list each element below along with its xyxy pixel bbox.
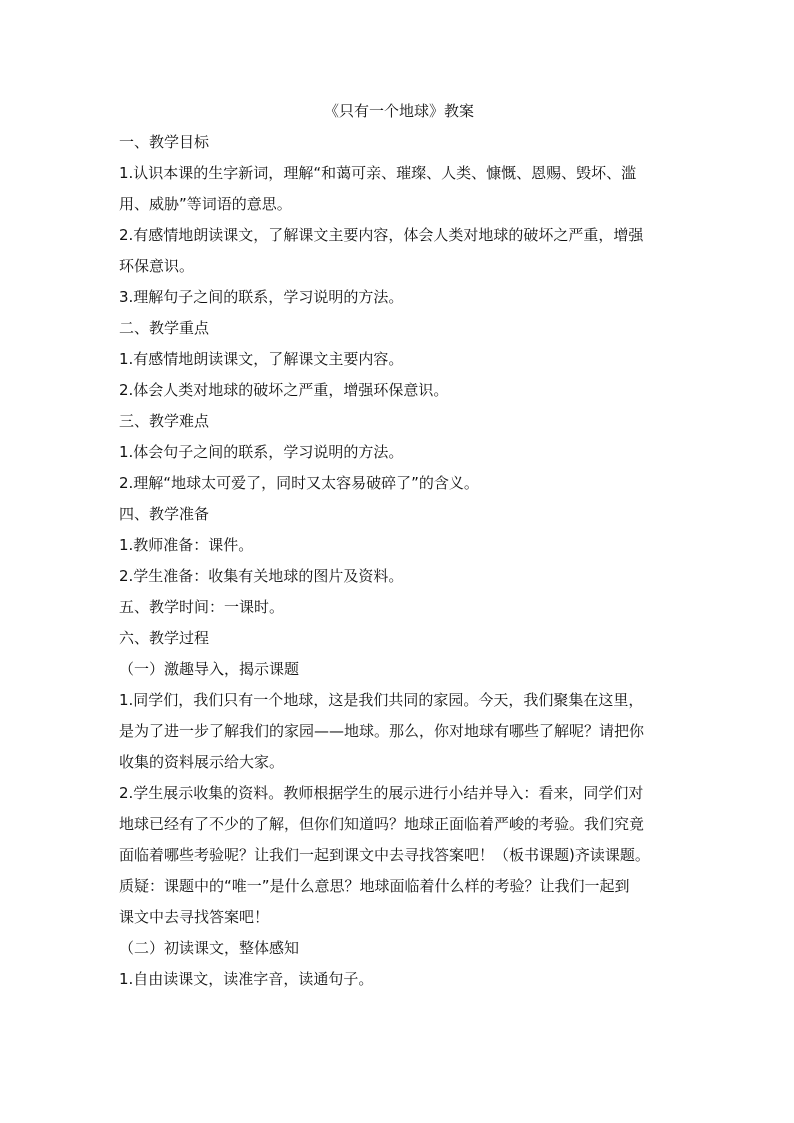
subsection-heading-first-reading: （二）初读课文，整体感知 — [119, 939, 300, 957]
paragraph-line: 3.理解句子之间的联系，学习说明的方法。 — [119, 288, 404, 306]
section-heading-preparation: 四、教学准备 — [119, 505, 210, 523]
paragraph-line: 用、威胁”等词语的意思。 — [119, 195, 292, 213]
paragraph-line: 1.同学们，我们只有一个地球，这是我们共同的家园。今天，我们聚集在这里， — [119, 691, 644, 709]
section-heading-key-points: 二、教学重点 — [119, 319, 210, 337]
paragraph-line: 1.自由读课文，读准字音，读通句子。 — [119, 970, 374, 988]
paragraph-line: 环保意识。 — [119, 257, 195, 275]
paragraph-line: 课文中去寻找答案吧！ — [119, 908, 270, 926]
section-heading-difficulties: 三、教学难点 — [119, 412, 210, 430]
section-heading-goals: 一、教学目标 — [119, 133, 210, 151]
paragraph-line: 质疑：课题中的“唯一”是什么意思？地球面临着什么样的考验？让我们一起到 — [119, 877, 630, 895]
subsection-heading-intro: （一）激趣导入，揭示课题 — [119, 660, 300, 678]
paragraph-line: 2.体会人类对地球的破坏之严重，增强环保意识。 — [119, 381, 449, 399]
paragraph-line: 面临着哪些考验呢？让我们一起到课文中去寻找答案吧！（板书课题)齐读课题。 — [119, 846, 650, 864]
paragraph-line: 1.教师准备：课件。 — [119, 536, 254, 554]
paragraph-line: 1.有感情地朗读课文，了解课文主要内容。 — [119, 350, 404, 368]
section-heading-time: 五、教学时间：一课时。 — [119, 598, 285, 616]
paragraph-line: 是为了进一步了解我们的家园——地球。那么，你对地球有哪些了解呢？请把你 — [119, 722, 645, 740]
paragraph-line: 2.有感情地朗读课文，了解课文主要内容，体会人类对地球的破坏之严重，增强 — [119, 226, 644, 244]
paragraph-line: 2.学生准备：收集有关地球的图片及资料。 — [119, 567, 404, 585]
paragraph-line: 收集的资料展示给大家。 — [119, 753, 285, 771]
paragraph-line: 地球已经有了不少的了解，但你们知道吗？地球正面临着严峻的考验。我们究竟 — [119, 815, 645, 833]
paragraph-line: 2.理解“地球太可爱了，同时又太容易破碎了”的含义。 — [119, 474, 479, 492]
section-heading-process: 六、教学过程 — [119, 629, 210, 647]
paragraph-line: 1.体会句子之间的联系，学习说明的方法。 — [119, 443, 404, 461]
paragraph-line: 1.认识本课的生字新词，理解“和蔼可亲、璀璨、人类、慷慨、恩赐、毁坏、滥 — [119, 164, 637, 182]
paragraph-line: 2.学生展示收集的资料。教师根据学生的展示进行小结并导入：看来，同学们对 — [119, 784, 644, 802]
document-title: 《只有一个地球》教案 — [323, 102, 474, 120]
document-body — [119, 96, 679, 995]
